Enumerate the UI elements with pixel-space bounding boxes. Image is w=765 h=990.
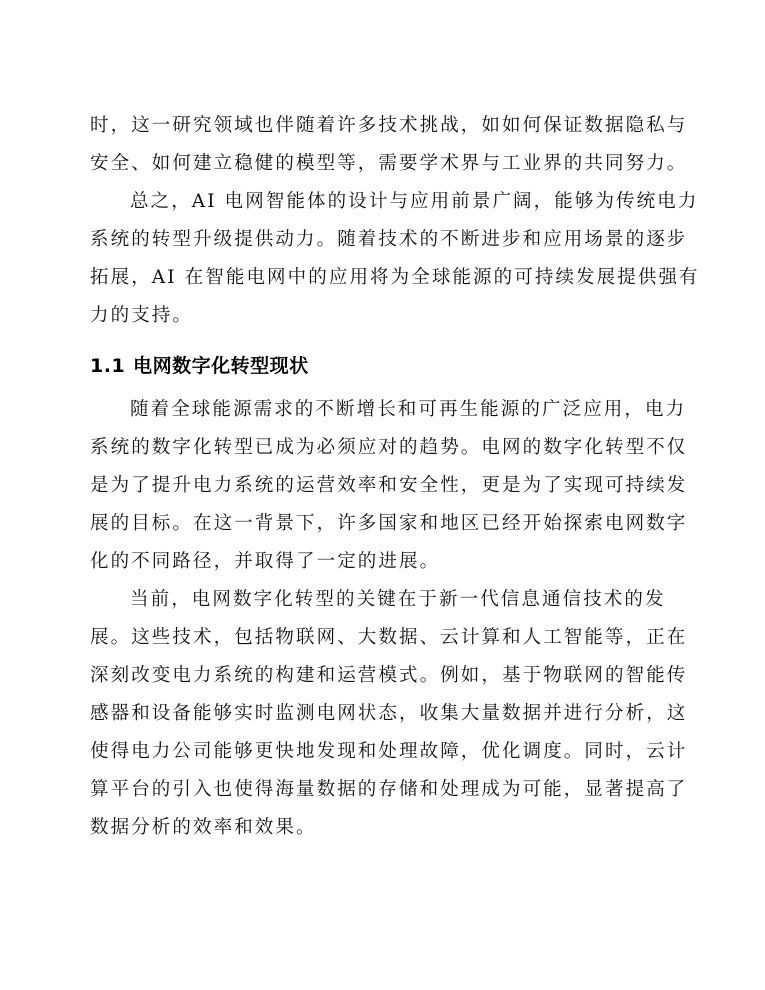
- text-line: 数据分析的效率和效果。: [90, 817, 317, 838]
- text-line: 系统的数字化转型已成为必须应对的趋势。电网的数字化转型不仅: [90, 437, 688, 458]
- text-line: 拓展，AI 在智能电网中的应用将为全球能源的可持续发展提供强有: [90, 267, 700, 288]
- text-line: 当前，电网数字化转型的关键在于新一代信息通信技术的发: [130, 589, 666, 610]
- text-line: 系统的转型升级提供动力。随着技术的不断进步和应用场景的逐步: [90, 229, 688, 250]
- text-line: 时，这一研究领域也伴随着许多技术挑战，如如何保证数据隐私与: [90, 115, 688, 136]
- section-heading: [90, 347, 685, 385]
- section-number: 1.1: [90, 355, 126, 377]
- text-line: 使得电力公司能够更快地发现和处理故障，优化调度。同时，云计: [90, 741, 688, 762]
- text-line: 总之，AI 电网智能体的设计与应用前景广阔，能够为传统电力: [130, 191, 699, 212]
- paragraph-background: [90, 391, 688, 581]
- text-line: 化的不同路径，并取得了一定的进展。: [90, 551, 441, 572]
- text-line: 随着全球能源需求的不断增长和可再生能源的广泛应用，电力: [130, 399, 687, 420]
- text-line: 感器和设备能够实时监测电网状态，收集大量数据并进行分析，这: [90, 703, 688, 724]
- section-title: 电网数字化转型现状: [133, 355, 309, 377]
- document-body: [90, 107, 700, 847]
- paragraph-continuation: [90, 107, 688, 183]
- text-line: 是为了提升电力系统的运营效率和安全性，更是为了实现可持续发: [90, 475, 688, 496]
- text-line: 展的目标。在这一背景下，许多国家和地区已经开始探索电网数字: [90, 513, 688, 534]
- paragraph-summary: [90, 183, 700, 335]
- text-line: 力的支持。: [90, 305, 194, 326]
- text-line: 安全、如何建立稳健的模型等，需要学术界与工业界的共同努力。: [90, 153, 688, 174]
- paragraph-technology: [90, 581, 688, 847]
- text-line: 展。这些技术，包括物联网、大数据、云计算和人工智能等，正在: [90, 627, 688, 648]
- text-line: 算平台的引入也使得海量数据的存储和处理成为可能，显著提高了: [90, 779, 688, 800]
- text-line: 深刻改变电力系统的构建和运营模式。例如，基于物联网的智能传: [90, 665, 688, 686]
